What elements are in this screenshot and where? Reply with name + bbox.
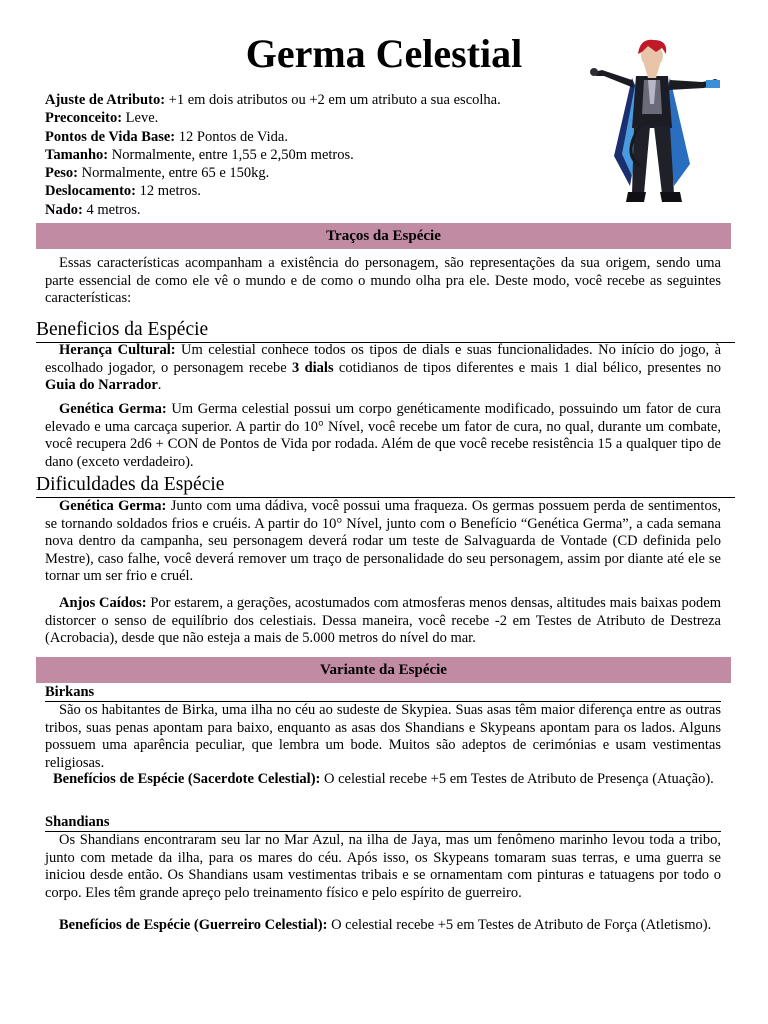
birkans-benefit-paragraph [45,771,721,789]
stat-value: 12 metros. [136,183,201,200]
heading-shandians: Shandians [45,814,721,832]
stat-label: Nado: [45,201,83,218]
stat-label: Ajuste de Atributo: [45,92,166,108]
birkans-paragraph [45,702,721,772]
attribute-stats-block [45,91,575,219]
shandians-paragraph [45,832,721,902]
heranca-dials: 3 dials [292,359,334,376]
genetica-beneficio-label: Genética Germa: [59,401,167,417]
stat-value: 12 Pontos de Vida. [175,128,288,145]
section-band-variante: Variante da Espécie [36,657,731,683]
genetica-dificuldade-paragraph [45,498,721,586]
shandians-text: Os Shandians encontraram seu lar no Mar Azul, na ilha de Jaya, mas um fenômeno marinho levou toda a tribo, junto com metade da ilha, para os mares do céu. Após isso, os Skypeans tomaram suas terras, e uma guerra se iniciou desde então. Os Shandians usam vestimentas tribais e se ornamentam com pinturas e tatuagens por todo o corpo. Eles têm grande apreço pelo treinamento físico e pelo espírito de guerreiro. [45,832,721,901]
anjos-caidos-text: Por estarem, a gerações, acostumados com atmosferas menos densas, altitudes mais baixas podem distorcer o senso de equilíbrio dos celestiais. Dessa maneira, você recebe -2 em Testes de Atributo de Destreza (Acrobacia), desde que não esteja a mais de 5.000 metros do nível do mar. [45,595,721,647]
heranca-paragraph [45,342,721,395]
character-illustration [582,36,727,208]
heranca-label: Herança Cultural: [59,342,176,358]
heading-birkans: Birkans [45,684,721,702]
anjos-caidos-label: Anjos Caídos: [59,595,147,611]
shandians-benefit-text: O celestial recebe +5 em Testes de Atributo de Força (Atletismo). [327,917,712,933]
heranca-text-3: . [157,377,162,394]
heranca-text-2: cotidianos de tipos diferentes e mais 1 dial bélico, presentes no [333,359,721,376]
stat-label: Tamanho: [45,146,109,163]
stat-nado [45,201,575,219]
genetica-beneficio-paragraph [45,401,721,471]
stat-value: 4 metros. [82,201,141,218]
shandians-benefit-paragraph [45,917,721,935]
stat-label: Preconceito: [45,110,123,127]
birkans-benefit-label: Benefícios de Espécie (Sacerdote Celestial): [53,771,321,787]
heranca-guia: Guia do Narrador [45,377,158,394]
tracos-paragraph [45,255,721,308]
stat-deslocamento [45,182,575,200]
genetica-beneficio-text: Um Germa celestial possui um corpo genéticamente modificado, possuindo um fator de cura elevado e uma carcaça superior. A partir do 10° Nível, você recebe um fator de cura, no qual, durante um combate, você recupera 2d6 + CON de Pontos de Vida por rodada. Além de que você recebe resistência 15 a qualquer tipo de dano (exceto verdadeiro). [45,401,721,470]
genetica-dificuldade-text: Junto com uma dádiva, você possui uma fraqueza. Os germas possuem perda de sentimentos, se tornando soldados frios e cruéis. A partir do 10° Nível, junto com o Benefício “Genética Germa”, a cada semana nova dentro da campanha, seu personagem deverá rodar um teste de Salvaguarda de Vontade (CD definida pelo Mestre), caso falhe, você deverá remover um traço de personalidade do seu personagem, assim por diante até ele se tornar um ser frio e cruél. [45,498,721,585]
stat-value: +1 em dois atributos ou +2 em um atributo a sua escolha. [165,92,501,108]
stat-label: Deslocamento: [45,183,137,200]
heading-dificuldades: Dificuldades da Espécie [36,474,735,498]
genetica-dificuldade-label: Genética Germa: [59,498,167,514]
stat-tamanho [45,146,575,164]
tracos-text: Essas características acompanham a existência do personagem, são representações da sua origem, sendo uma parte essencial de como ele vê o mundo e de como o mundo olha pra ele. Deste modo, você recebe as seguintes características: [45,255,721,307]
birkans-benefit-text: O celestial recebe +5 em Testes de Atributo de Presença (Atuação). [320,771,714,787]
anjos-caidos-paragraph [45,595,721,648]
stat-preconceito [45,109,575,127]
stat-value: Normalmente, entre 1,55 e 2,50m metros. [108,146,354,163]
birkans-text: São os habitantes de Birka, uma ilha no céu ao sudeste de Skypiea. Suas asas têm maior diferença entre as outras tribos, suas penas apontam para baixo, enquanto as asas dos Shandians e Skypeans apontam para os lados. Alguns possuem uma aparência peculiar, que lembra um bode. Muitos são adeptos de cerimónias e usam vestimentas religiosas. [45,702,721,771]
shandians-benefit-label: Benefícios de Espécie (Guerreiro Celestial): [59,917,328,933]
stat-label: Peso: [45,165,79,182]
stat-label: Pontos de Vida Base: [45,128,176,145]
heranca-text: Um celestial conhece todos os tipos de dials e suas funcionalidades. No início do jogo, à escolhado jogador, o personagem recebe [45,342,722,376]
heading-beneficios: Beneficios da Espécie [36,319,735,343]
stat-peso [45,164,575,182]
stat-value: Normalmente, entre 65 e 150kg. [78,165,270,182]
stat-pontos-de-vida [45,128,575,146]
stat-value: Leve. [122,110,159,127]
page-title: Germa Celestial [245,31,523,76]
section-band-tracos: Traços da Espécie [36,223,731,249]
stat-ajuste [45,91,575,109]
